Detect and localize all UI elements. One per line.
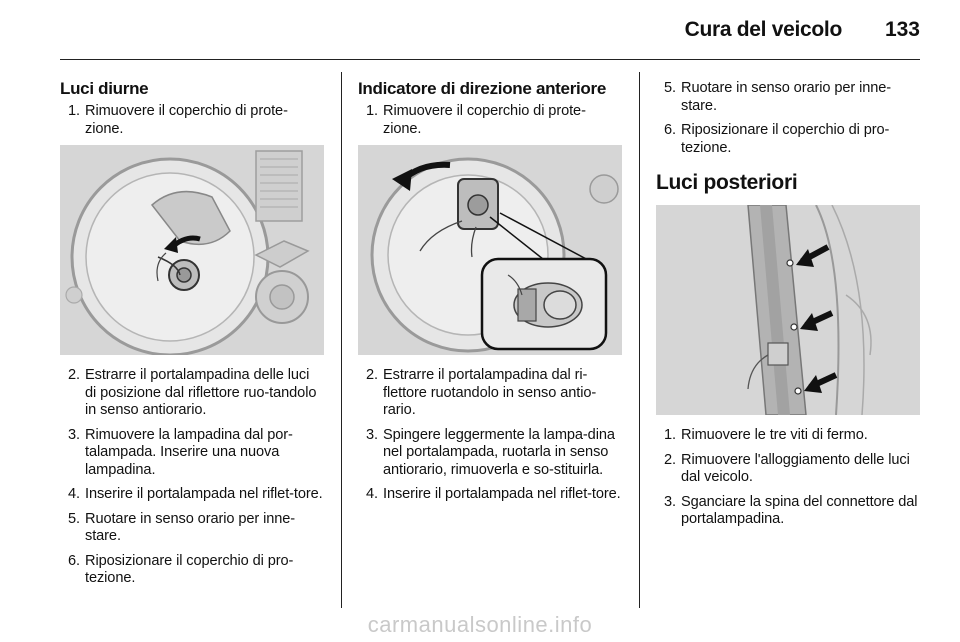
step-text: Rimuovere il coperchio di prote-zione. [383,103,586,137]
step-number: 6. [68,552,80,569]
list-item [60,486,324,504]
page-number: 133 [884,18,920,41]
list-item [60,511,324,546]
heading-luci-diurne: Luci diurne [60,79,149,98]
step-number: 3. [664,493,676,510]
step-number: 5. [68,510,80,527]
figure-turn-indicator [358,145,622,355]
steps-list [60,367,324,588]
step-number: 1. [664,427,676,443]
step-number: 1. [366,103,378,119]
step-number: 3. [366,426,378,443]
step-text: Rimuovere le tre viti di fermo. [681,427,868,443]
watermark: carmanualsonline.info [367,612,593,637]
step-text: Riposizionare il coperchio di pro-tezione. [85,552,294,586]
step-text: Ruotare in senso orario per inne-stare. [85,510,296,544]
step-text: Ruotare in senso orario per inne-stare. [681,80,892,114]
list-item [60,367,324,420]
section-title: Cura del veicolo [684,18,842,41]
list-item [656,494,920,529]
step-text: Estrarre il portalampadina delle luci di posizione dal riflettore ruo-tandolo in senso antiorario. [85,367,317,418]
list-item [60,553,324,588]
step-number: 1. [68,103,80,119]
list-item [656,80,920,115]
step-number: 4. [68,486,80,502]
figure-daytime-light [60,145,324,355]
step-number: 5. [664,80,676,96]
figure-rear-light [656,205,920,415]
step-text: Rimuovere il coperchio di prote-zione. [85,103,288,137]
list-item [358,486,622,504]
step-number: 4. [366,486,378,502]
step-text: Sganciare la spina del connettore dal portalampadina. [681,493,918,527]
steps-list [656,80,920,157]
steps-list [358,367,622,504]
list-item [60,103,324,138]
step-text: Inserire il portalampada nel riflet-tore. [85,486,323,502]
step-number: 2. [664,451,676,468]
step-text: Spingere leggermente la lampa-dina nel portalampada, ruotarla in senso antiorario, rimuoverla e so-stituirla. [383,426,615,478]
step-text: Riposizionare il coperchio di pro-tezione. [681,122,890,156]
step-text: Inserire il portalampada nel riflet-tore. [383,486,621,502]
step-text: Rimuovere l'alloggiamento delle luci dal veicolo. [681,451,910,485]
list-item [656,122,920,157]
step-number: 2. [366,367,378,383]
steps-list [358,103,622,138]
page-header [60,0,920,60]
list-item [656,452,920,487]
list-item [358,427,622,480]
list-item [60,427,324,480]
steps-list [656,427,920,529]
heading-indicatore-direzione: Indicatore di direzione anteriore [358,79,606,98]
step-number: 3. [68,426,80,443]
list-item [358,103,622,138]
step-text: Estrarre il portalampadina dal ri-flettore ruotandolo in senso antio-rario. [383,367,597,418]
column-indicatore-direzione [358,72,622,511]
list-item [358,367,622,420]
step-text: Rimuovere la lampadina dal por-talampada. Inserire una nuova lampadina. [85,426,293,478]
step-number: 2. [68,367,80,383]
column-luci-diurne [60,72,324,595]
column-divider [341,72,342,608]
column-luci-posteriori [656,72,920,536]
step-number: 6. [664,122,676,138]
list-item [656,427,920,445]
steps-list [60,103,324,138]
column-divider [639,72,640,608]
heading-luci-posteriori: Luci posteriori [656,171,798,194]
